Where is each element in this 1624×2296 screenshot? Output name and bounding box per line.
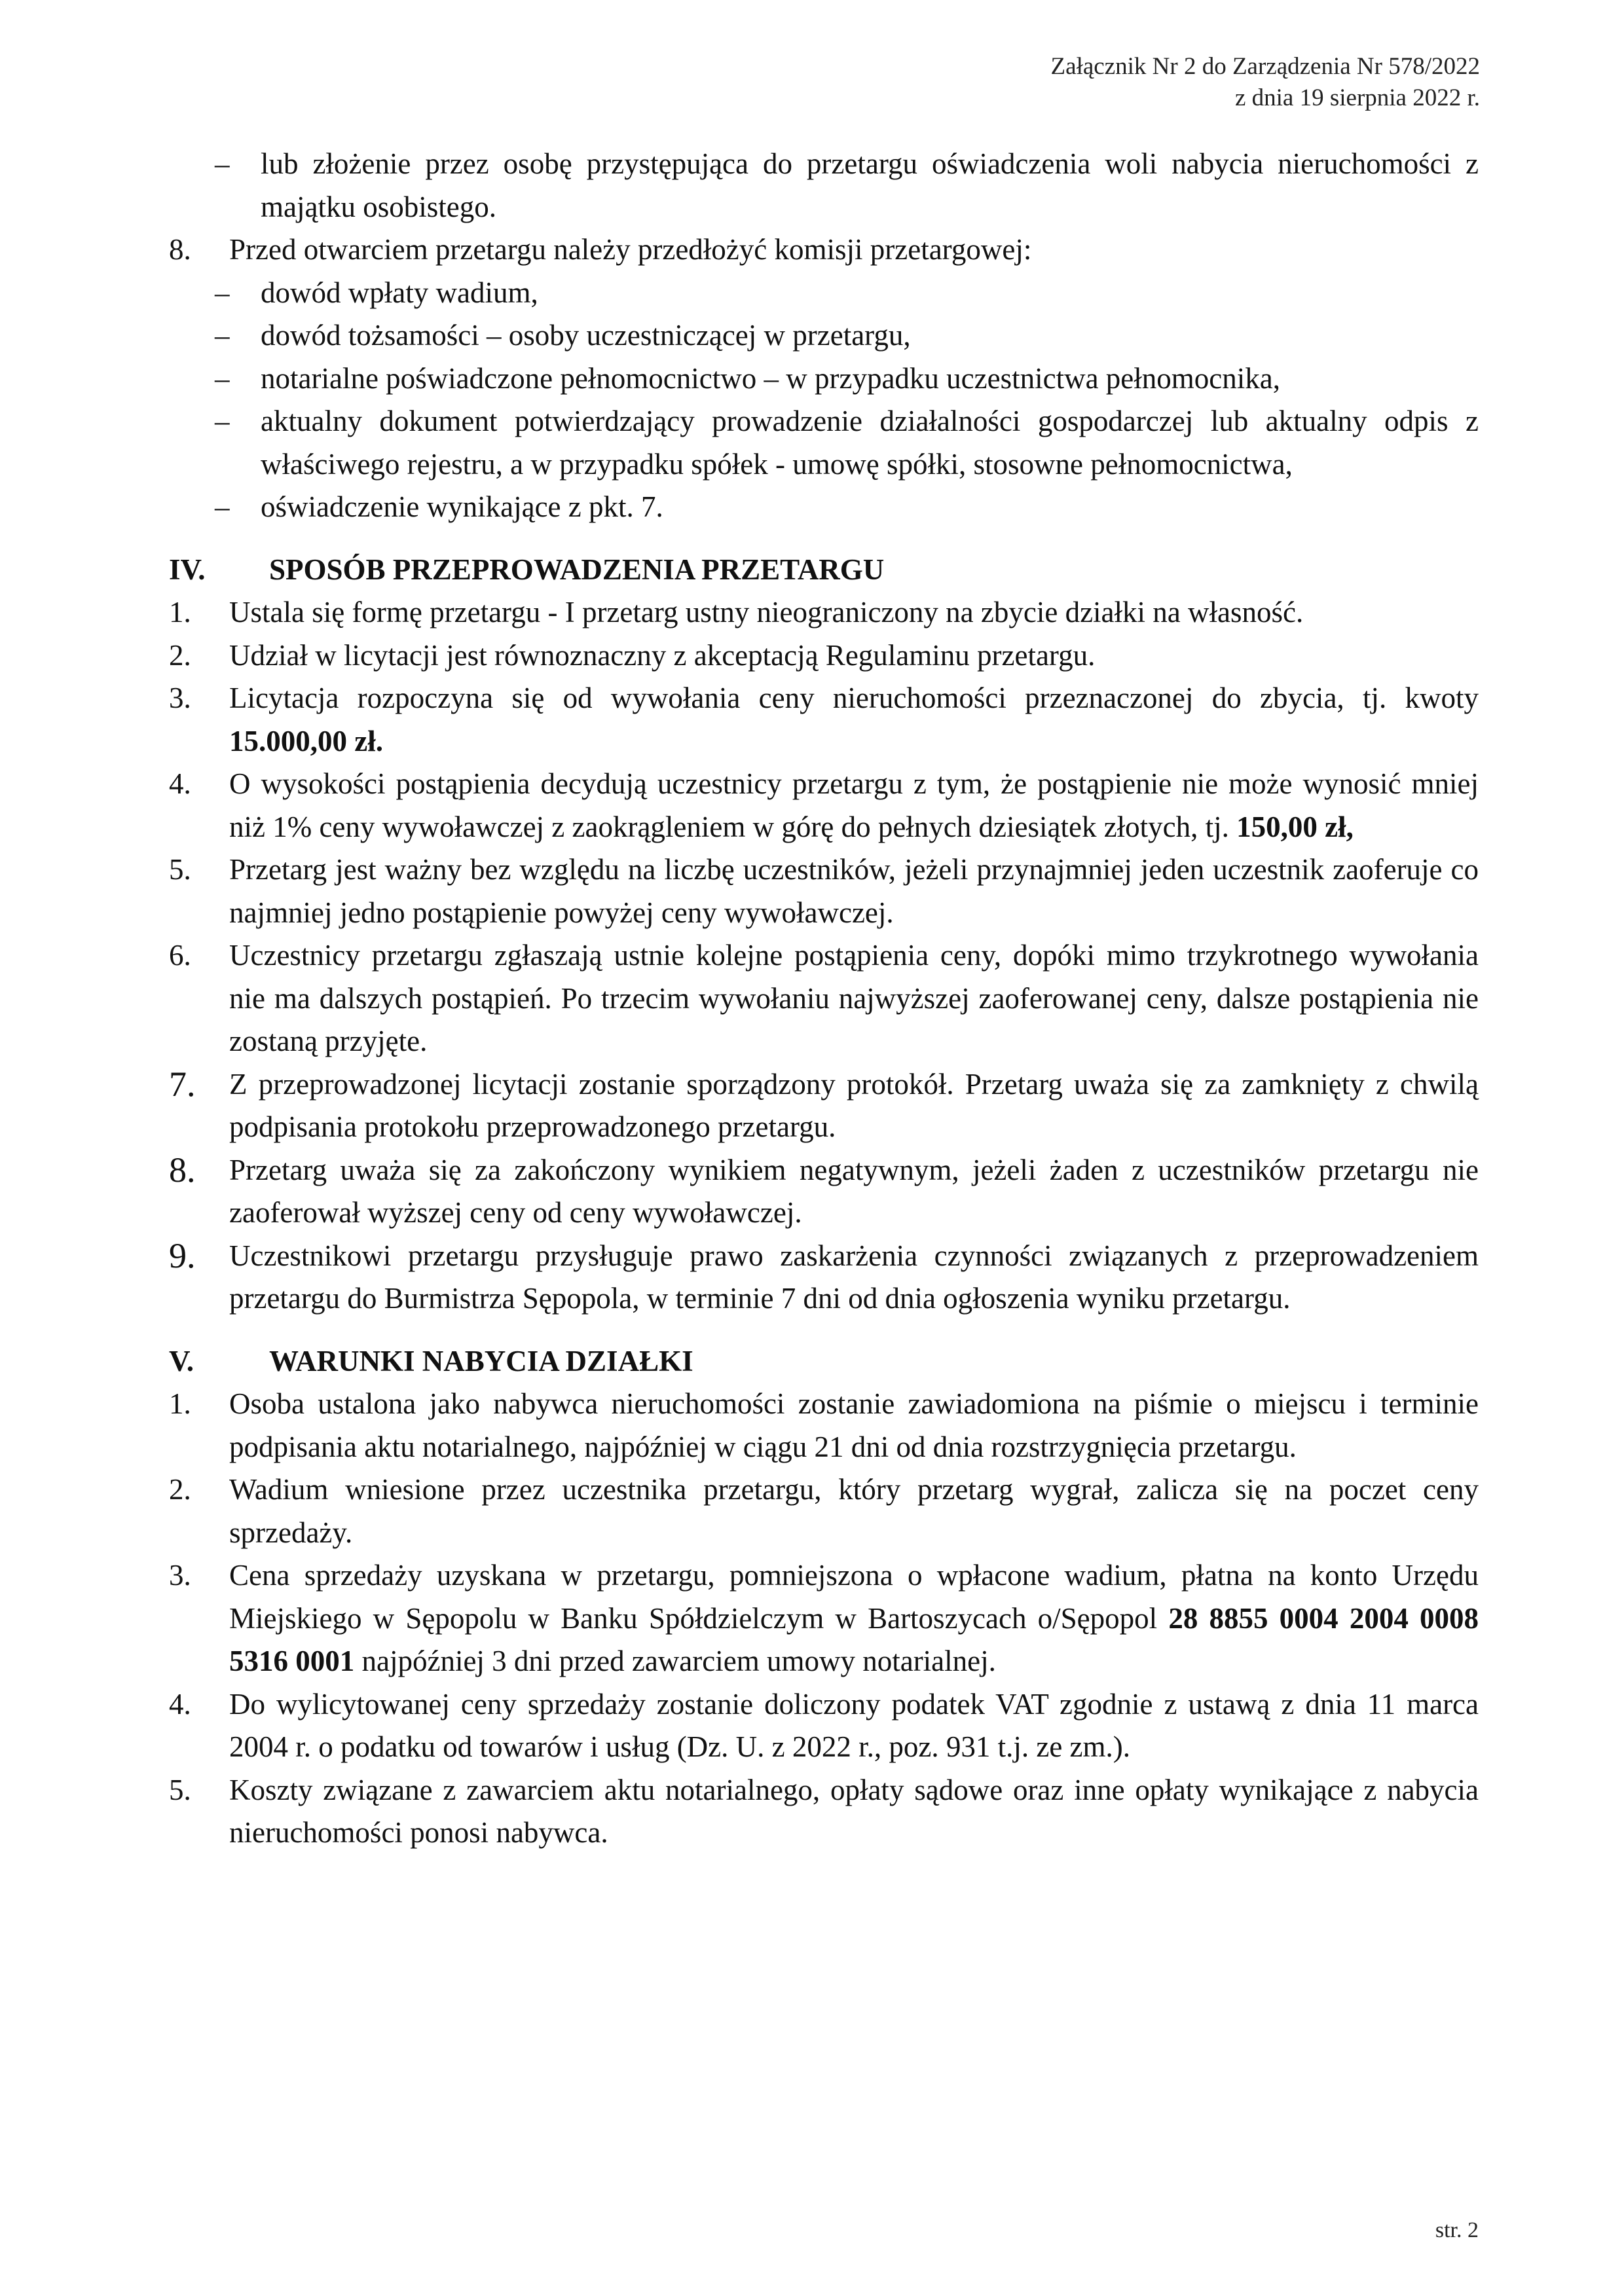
dash-mark: –: [215, 405, 230, 437]
list-item: [169, 763, 1479, 848]
list-item: [169, 634, 1479, 678]
list-item: [169, 1554, 1479, 1683]
item-text: Koszty związane z zawarciem aktu notarialnego, opłaty sądowe oraz inne opłaty wynikające z nabycia nieruchomości ponosi nabywca.: [229, 1773, 1479, 1849]
section-numeral: V.: [169, 1344, 194, 1377]
document-body: [169, 143, 1479, 1855]
item-number: 3.: [169, 1559, 191, 1592]
dash-mark: –: [215, 276, 230, 309]
item-text: Osoba ustalona jako nabywca nieruchomości zostanie zawiadomiona na piśmie o miejscu i terminie podpisania aktu notarialnego, najpóźniej w ciągu 21 dni od dnia rozstrzygnięcia przetargu.: [229, 1387, 1479, 1463]
item-text: Przed otwarciem przetargu należy przedłożyć komisji przetargowej:: [229, 233, 1032, 266]
item-text: Przetarg uważa się za zakończony wynikiem negatywnym, jeżeli żaden z uczestników przetargu nie zaoferował wyższej ceny od ceny wywoławczej.: [229, 1153, 1479, 1229]
item-text: Licytacja rozpoczyna się od wywołania ceny nieruchomości przeznaczonej do zbycia, tj. kwoty: [229, 682, 1479, 714]
item-number: 8.: [169, 1150, 196, 1190]
amount-bold: 150,00 zł: [1236, 810, 1346, 843]
dash-item: [169, 486, 1479, 529]
item-text-after: ,: [1346, 810, 1354, 843]
dash-item: [169, 314, 1479, 357]
item-number: 4.: [169, 1687, 191, 1721]
item-text-wrap: [229, 763, 1479, 848]
item-text-wrap: [229, 677, 1479, 763]
item-number: 4.: [169, 767, 191, 800]
item-text: Wadium wniesione przez uczestnika przetargu, który przetarg wygrał, zalicza się na poczet ceny sprzedaży.: [229, 1473, 1479, 1549]
list-item-8: [169, 228, 1479, 272]
item-text: Cena sprzedaży uzyskana w przetargu, pomniejszona o wpłacone wadium, płatna na konto Urzędu Miejskiego w Sępopolu w Banku Spółdzielczym w Bartoszycach o/Sępopol: [229, 1559, 1479, 1635]
account-number: 28 8855 0004 2004 0008 5316 0001: [229, 1601, 1479, 1677]
dash-text: aktualny dokument potwierdzający prowadzenie działalności gospodarczej lub aktualny odpis z właściwego rejestru, a w przypadku spółek - umowę spółki, stosowne pełnomocnictwa,: [261, 405, 1479, 481]
item-number: 6.: [169, 939, 191, 972]
dash-mark: –: [215, 361, 230, 395]
dash-text: dowód tożsamości – osoby uczestniczącej w przetargu,: [261, 319, 911, 352]
list-item: [169, 1063, 1479, 1149]
item-text: Do wylicytowanej ceny sprzedaży zostanie doliczony podatek VAT zgodnie z ustawą z dnia 11 marca 2004 r. o podatku od towarów i usług (Dz. U. z 2022 r., poz. 931 t.j. ze zm.).: [229, 1687, 1479, 1763]
dash-mark: –: [215, 490, 230, 523]
item-number: 3.: [169, 682, 191, 714]
dash-item: [169, 143, 1479, 228]
item-number: 5.: [169, 853, 191, 886]
item-number: 5.: [169, 1773, 191, 1806]
item-text: O wysokości postąpienia decydują uczestnicy przetargu z tym, że postąpienie nie może wynosić mniej niż 1% ceny wywoławczej z zaokrągleniem w górę do pełnych dziesiątek złotych, tj.: [229, 767, 1479, 843]
item-number: 8.: [169, 233, 191, 266]
item-text: Udział w licytacji jest równoznaczny z akceptacją Regulaminu przetargu.: [229, 638, 1096, 672]
dash-mark: –: [215, 319, 230, 352]
list-item: [169, 1468, 1479, 1554]
item-number: 9.: [169, 1235, 196, 1275]
section-numeral: IV.: [169, 553, 206, 586]
section-title: WARUNKI NABYCIA DZIAŁKI: [269, 1344, 693, 1377]
section-title: SPOSÓB PRZEPROWADZENIA PRZETARGU: [269, 553, 885, 586]
item-number: 7.: [169, 1064, 196, 1104]
section-heading-iv: [169, 549, 1479, 592]
dash-mark: –: [215, 147, 230, 180]
list-item: [169, 1149, 1479, 1235]
list-item: [169, 1235, 1479, 1321]
section-heading-v: [169, 1340, 1479, 1383]
dash-text: lub złożenie przez osobę przystępująca do przetargu oświadczenia woli nabycia nieruchomości z majątku osobistego.: [261, 147, 1479, 223]
list-item: [169, 934, 1479, 1063]
item-number: 2.: [169, 1473, 191, 1506]
item-number: 1.: [169, 1387, 191, 1420]
dash-text: dowód wpłaty wadium,: [261, 276, 538, 309]
header-line-2: z dnia 19 sierpnia 2022 r.: [1234, 84, 1480, 111]
header-annotation: [1051, 51, 1480, 114]
dash-item: [169, 357, 1479, 401]
list-item: [169, 1769, 1479, 1855]
header-line-1: Załącznik Nr 2 do Zarządzenia Nr 578/2022: [1050, 53, 1480, 80]
item-text: Uczestnicy przetargu zgłaszają ustnie kolejne postąpienia ceny, dopóki mimo trzykrotnego wywołania nie ma dalszych postąpień. Po trzecim wywołaniu najwyższej zaoferowanej ceny, dalsze postąpienia nie zostaną przyjęte.: [229, 939, 1479, 1057]
list-item: [169, 848, 1479, 934]
item-text: Z przeprowadzonej licytacji zostanie sporządzony protokół. Przetarg uważa się za zamknięty z chwilą podpisania protokołu przeprowadzonego przetargu.: [229, 1067, 1479, 1143]
dash-text: notarialne poświadczone pełnomocnictwo – w przypadku uczestnictwa pełnomocnika,: [261, 361, 1280, 395]
list-item: [169, 1383, 1479, 1468]
item-number: 2.: [169, 638, 191, 672]
page-number: str. 2: [1435, 2218, 1479, 2242]
dash-text: oświadczenie wynikające z pkt. 7.: [261, 490, 663, 523]
list-item: [169, 677, 1479, 763]
list-item: [169, 591, 1479, 634]
item-text: Przetarg jest ważny bez względu na liczbę uczestników, jeżeli przynajmniej jeden uczestnik zaoferuje co najmniej jedno postąpienie powyżej ceny wywoławczej.: [229, 853, 1479, 929]
item-number: 1.: [169, 596, 191, 629]
item-text: Ustala się formę przetargu - I przetarg ustny nieograniczony na zbycie działki na własność.: [229, 596, 1304, 629]
item-text: Uczestnikowi przetargu przysługuje prawo zaskarżenia czynności związanych z przeprowadzeniem przetargu do Burmistrza Sępopola, w terminie 7 dni od dnia ogłoszenia wyniku przetargu.: [229, 1239, 1479, 1315]
item-text-after: najpóźniej 3 dni przed zawarciem umowy notarialnej.: [354, 1645, 996, 1677]
dash-item: [169, 400, 1479, 486]
dash-item: [169, 272, 1479, 315]
item-text-wrap: [229, 1554, 1479, 1683]
amount-bold: 15.000,00 zł.: [229, 724, 383, 757]
list-item: [169, 1683, 1479, 1769]
